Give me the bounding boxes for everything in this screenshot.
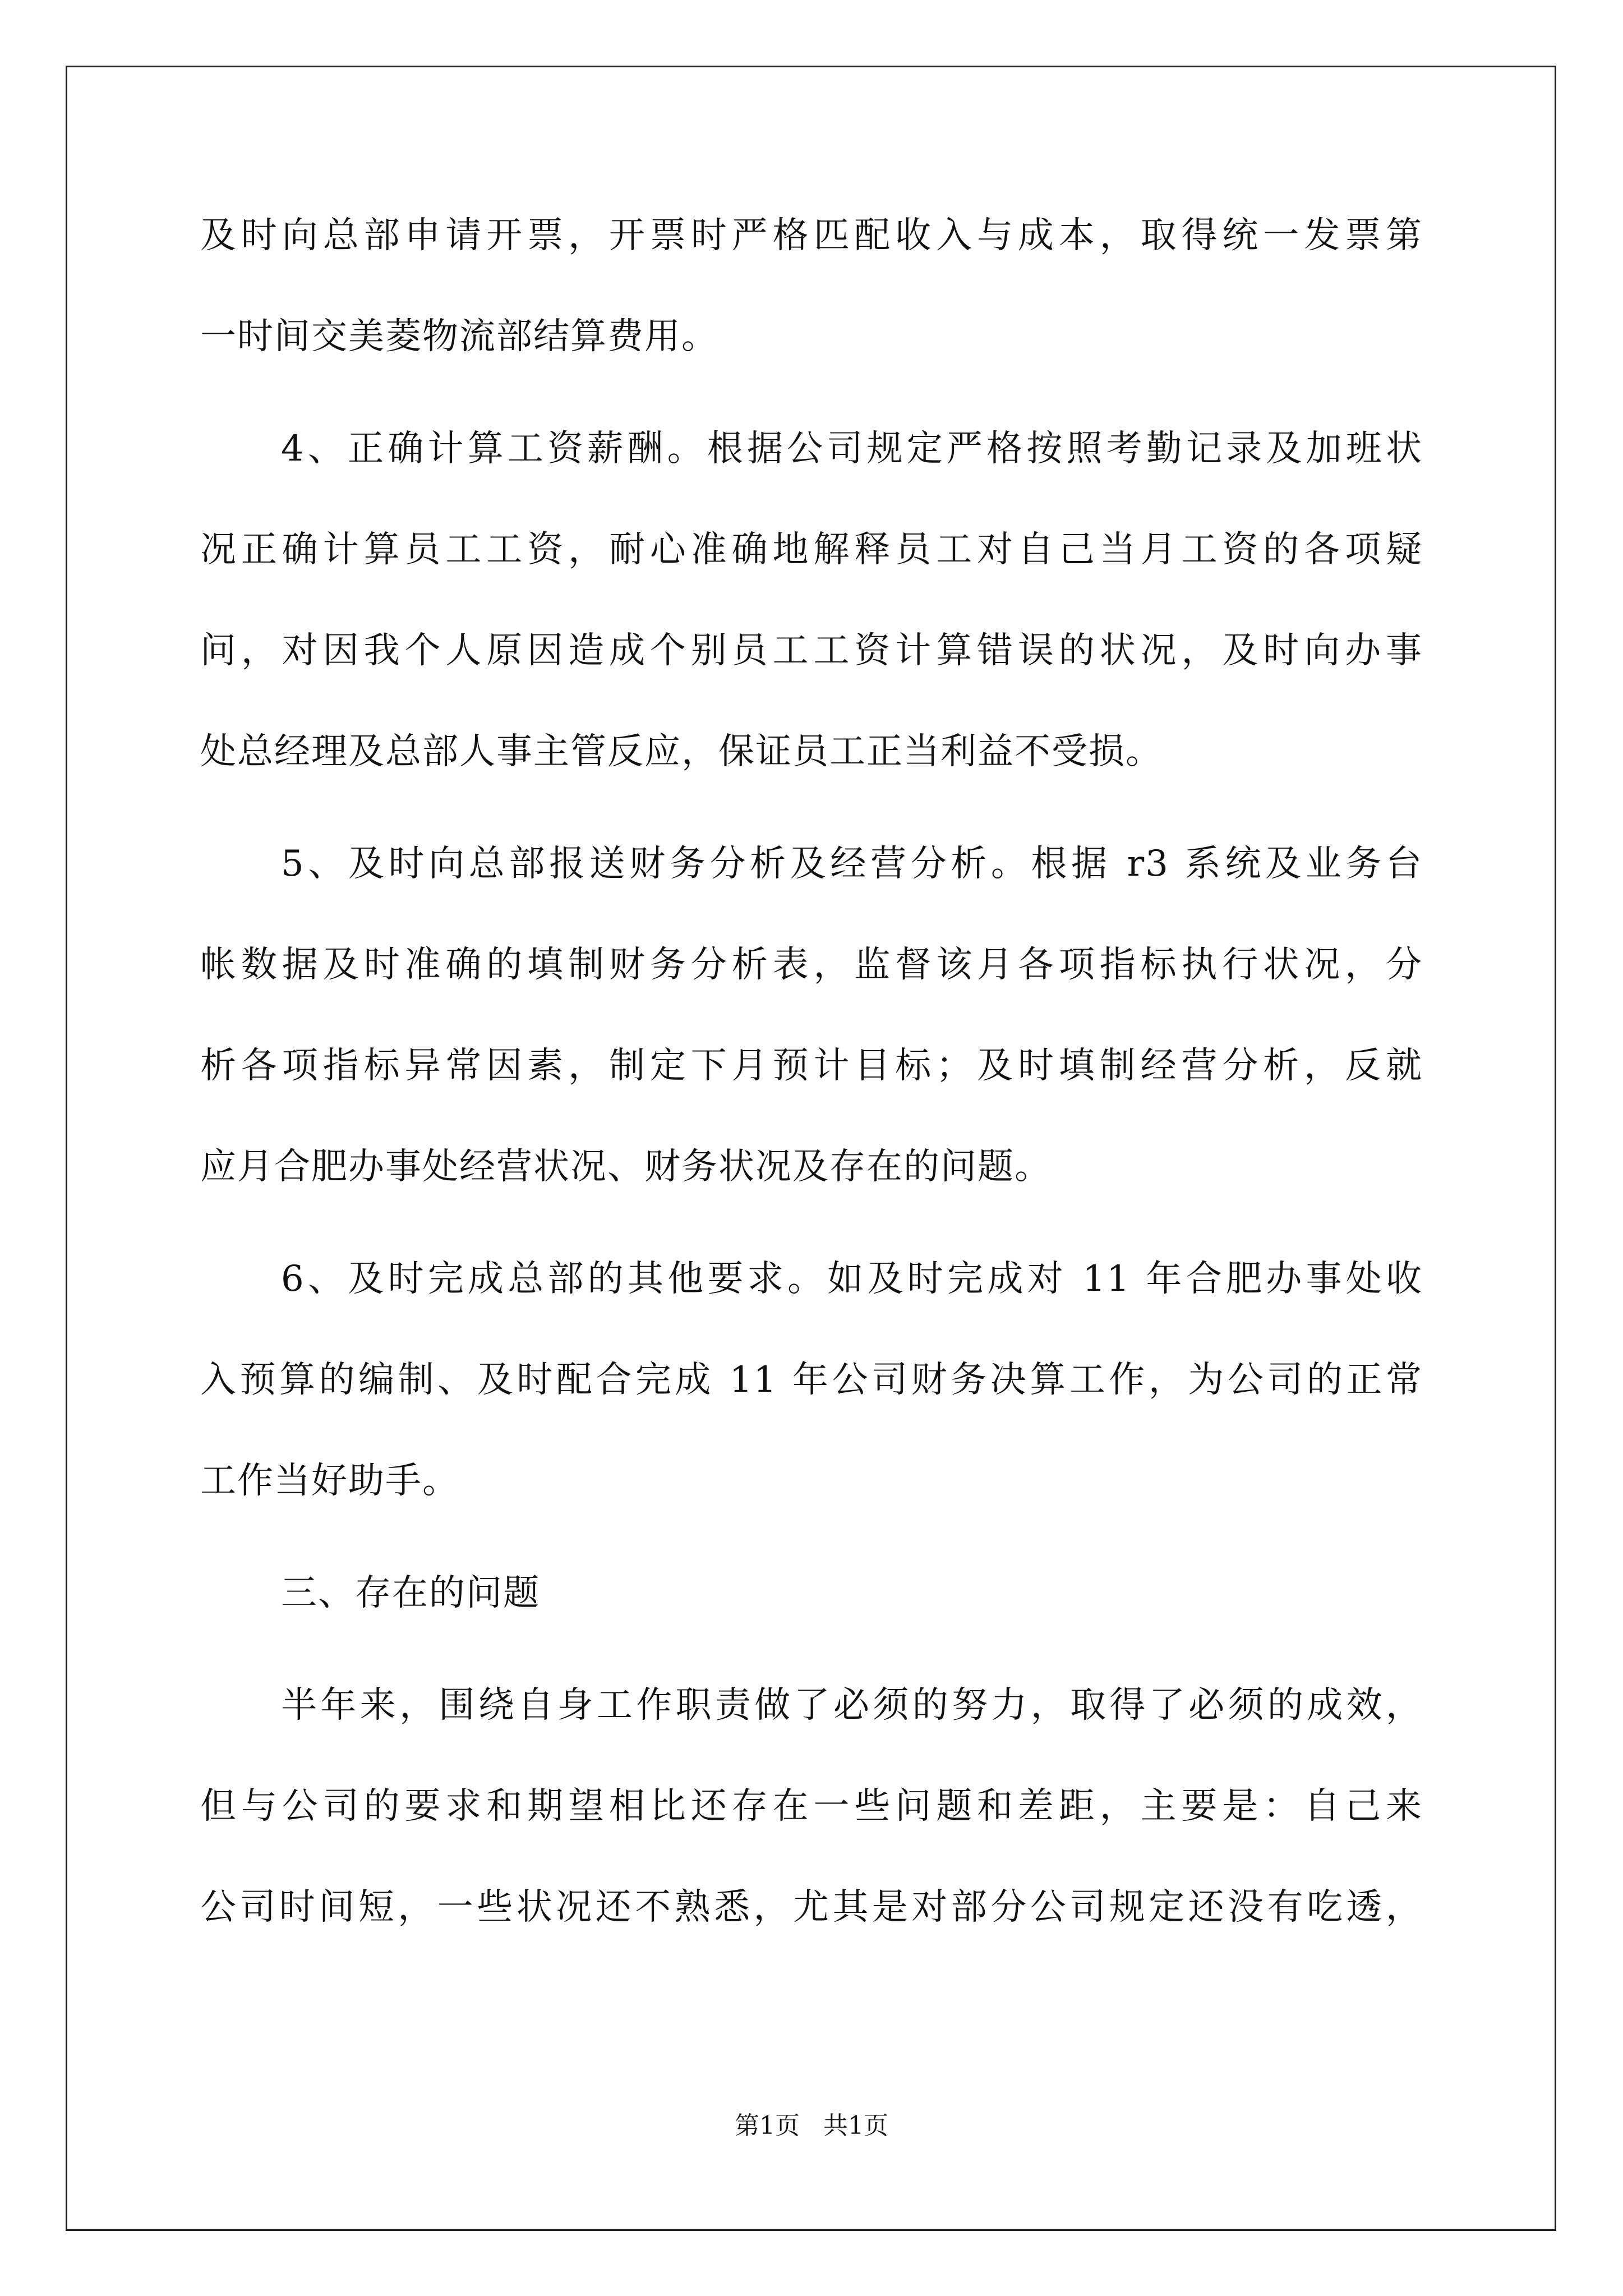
text-line-15: 半年来，围绕自身工作职责做了必须的努力，取得了必须的成效， <box>281 1685 1423 1726</box>
text-line-11: 6、及时完成总部的其他要求。如及时完成对 11 年合肥办事处收 <box>281 1258 1423 1300</box>
text-line-10: 应月合肥办事处经营状况、财务状况及存在的问题。 <box>200 1146 1052 1188</box>
text-line-6: 处总经理及总部人事主管反应，保证员工正当利益不受损。 <box>200 731 1163 772</box>
text-line-2: 一时间交美菱物流部结算费用。 <box>200 316 718 357</box>
text-line-8: 帐数据及时准确的填制财务分析表，监督该月各项指标执行状况，分 <box>200 944 1423 986</box>
text-line-13: 工作当好助手。 <box>200 1460 459 1502</box>
text-line-4: 况正确计算员工工资，耐心准确地解释员工对自己当月工资的各项疑 <box>200 529 1423 570</box>
text-line-12: 入预算的编制、及时配合完成 11 年公司财务决算工作，为公司的正常 <box>200 1359 1423 1401</box>
text-line-1: 及时向总部申请开票，开票时严格匹配收入与成本，取得统一发票第 <box>200 215 1423 256</box>
text-line-9: 析各项指标异常因素，制定下月预计目标；及时填制经营分析，反就 <box>200 1045 1423 1087</box>
section-heading: 三、存在的问题 <box>281 1572 540 1614</box>
text-line-16: 但与公司的要求和期望相比还存在一些问题和差距，主要是：自己来 <box>200 1786 1423 1827</box>
text-line-3: 4、正确计算工资薪酬。根据公司规定严格按照考勤记录及加班状 <box>281 428 1423 470</box>
text-line-5: 问，对因我个人原因造成个别员工工资计算错误的状况，及时向办事 <box>200 630 1423 671</box>
text-line-7: 5、及时向总部报送财务分析及经营分析。根据 r3 系统及业务台 <box>281 843 1423 885</box>
text-line-17: 公司时间短，一些状况还不熟悉，尤其是对部分公司规定还没有吃透， <box>200 1887 1423 1928</box>
page-number-footer: 第1页 共1页 <box>735 2111 888 2140</box>
